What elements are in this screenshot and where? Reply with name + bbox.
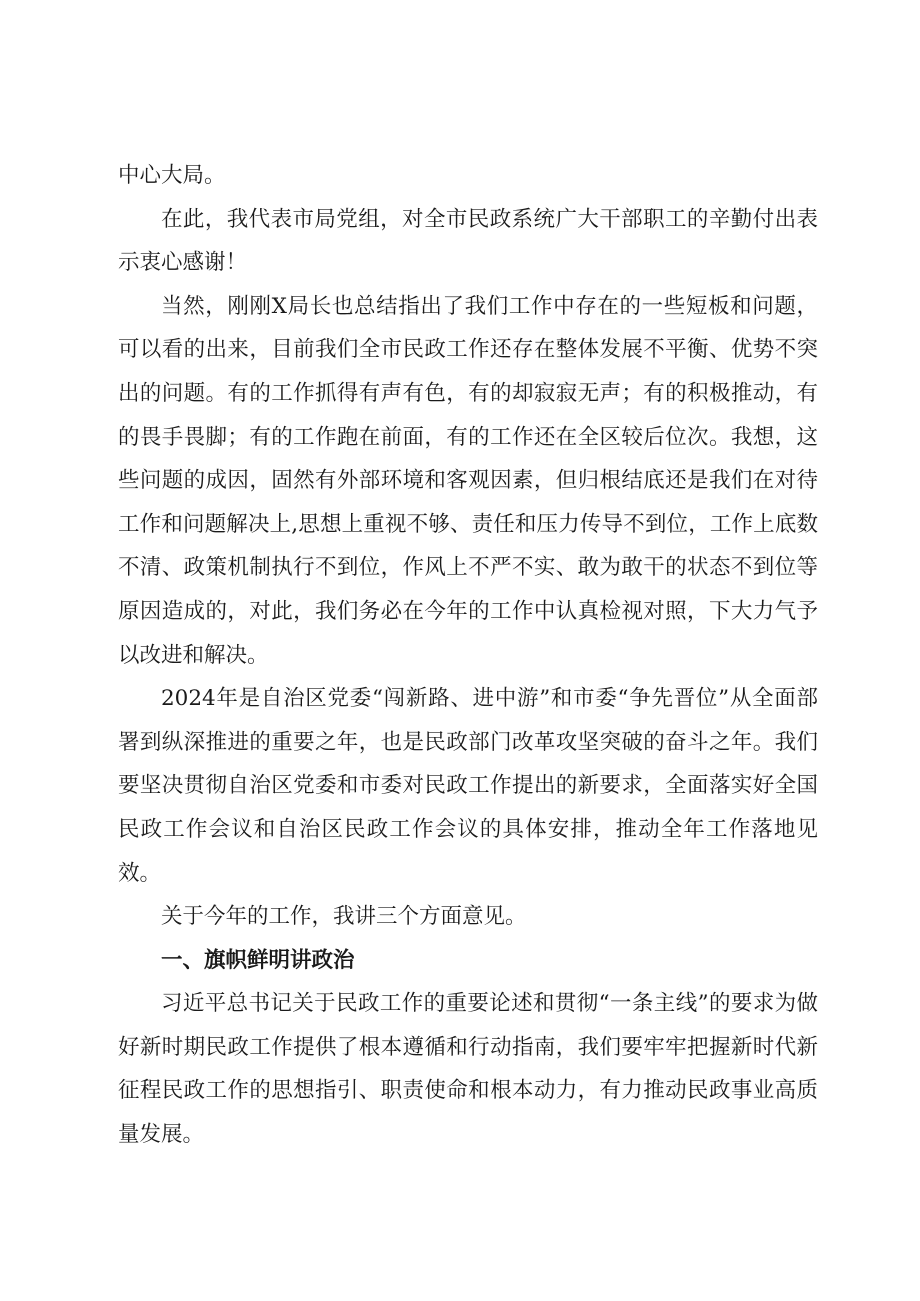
paragraph-problems: 当然，刚刚X局长也总结指出了我们工作中存在的一些短板和问题，可以看的出来，目前我们全市民政工作还存在整体发展不平衡、优势不突出的问题。有的工作抓得有声有色，有的却寂寂无声；有的积极推动，有的畏手畏脚；有的工作跑在前面，有的工作还在全区较后位次。我想，这些问题的成因，固然有外部环境和客观因素，但归根结底还是我们在对待工作和问题解决上,思想上重视不够、责任和压力传导不到位，工作上底数不清、政策机制执行不到位，作风上不严不实、敢为敢干的状态不到位等原因造成的，对此，我们务必在今年的工作中认真检视对照，下大力气予以改进和解决。 — [118, 293, 818, 668]
paragraph-continuation: 中心大局。 — [118, 163, 226, 188]
paragraph-2024: 2024年是自治区党委“闯新路、进中游”和市委“争先晋位”从全面部署到纵深推进的重要之年，也是民政部门改革攻坚突破的奋斗之年。我们要坚决贯彻自治区党委和市委对民政工作提出的新要求，全面落实好全国民政工作会议和自治区民政工作会议的具体安排，推动全年工作落地见效。 — [118, 686, 818, 886]
section-heading: 一、旗帜鲜明讲政治 — [161, 947, 355, 973]
document-page — [118, 154, 818, 1157]
paragraph-thanks: 在此，我代表市局党组，对全市民政系统广大干部职工的辛勤付出表示衷心感谢！ — [118, 206, 818, 276]
paragraph-guidance: 习近平总书记关于民政工作的重要论述和贯彻“一条主线”的要求为做好新时期民政工作提供了根本遵循和行动指南，我们要牢牢把握新时代新征程民政工作的思想指引、职责使命和根本动力，有力推动民政事业高质量发展。 — [118, 991, 818, 1148]
paragraph-three-aspects: 关于今年的工作，我讲三个方面意见。 — [161, 904, 527, 930]
